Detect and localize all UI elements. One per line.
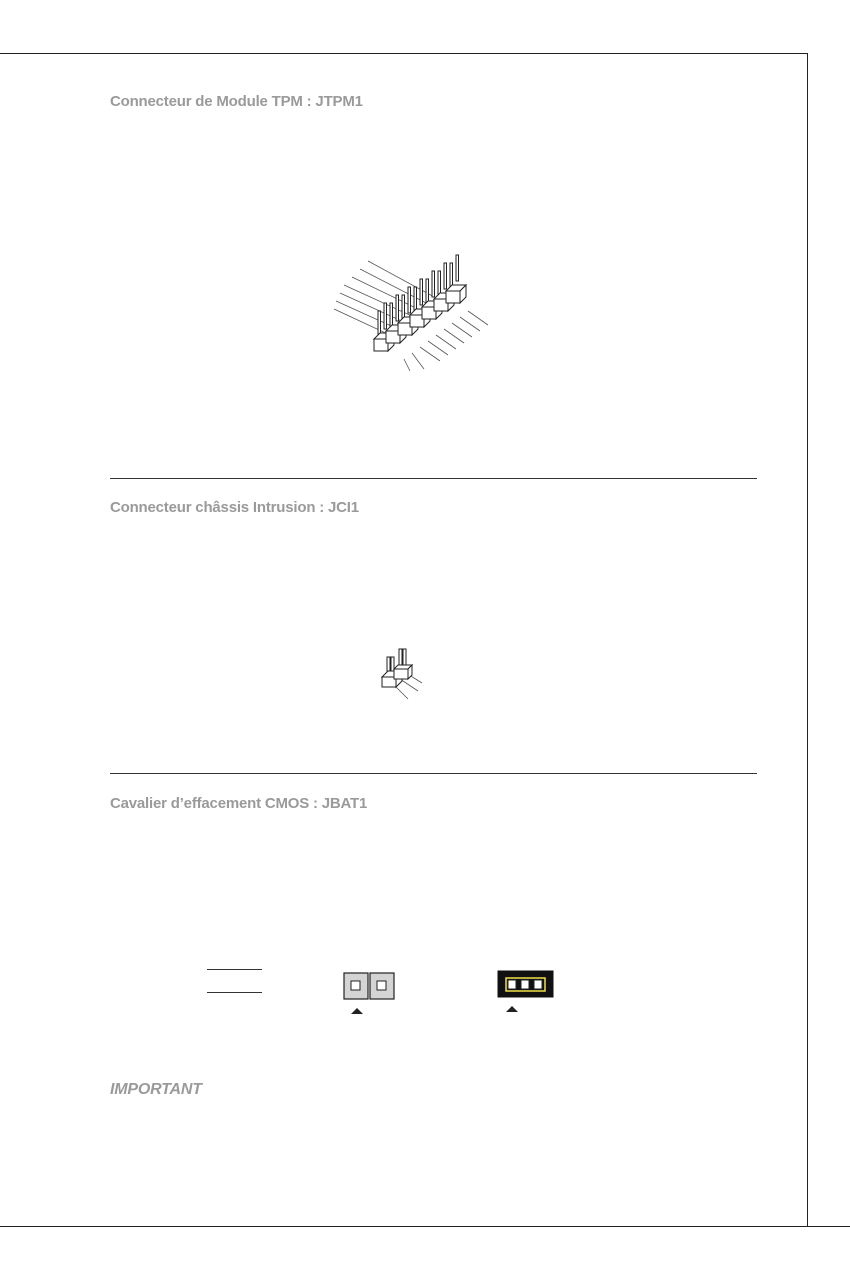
triangle-up-icon [506,1006,518,1012]
tpm-connector-icon [330,255,500,375]
cmos-heading: Cavalier d’effacement CMOS : JBAT1 [110,795,368,812]
page-frame-top [0,53,808,54]
chassis-connector-icon [378,645,438,705]
jumper-open-icon [343,972,403,1016]
tpm-heading: Connecteur de Module TPM : JTPM1 [110,93,363,110]
label-underline [207,969,262,970]
section-divider [110,478,757,479]
section-divider [110,773,757,774]
jumper-closed-icon [497,970,557,1016]
page-frame-right [807,53,808,1227]
label-underline [207,992,262,993]
important-heading: IMPORTANT [110,1081,202,1098]
page-frame-bottom [0,1226,850,1227]
chassis-heading: Connecteur châssis Intrusion : JCI1 [110,499,359,516]
triangle-up-icon [351,1008,363,1014]
